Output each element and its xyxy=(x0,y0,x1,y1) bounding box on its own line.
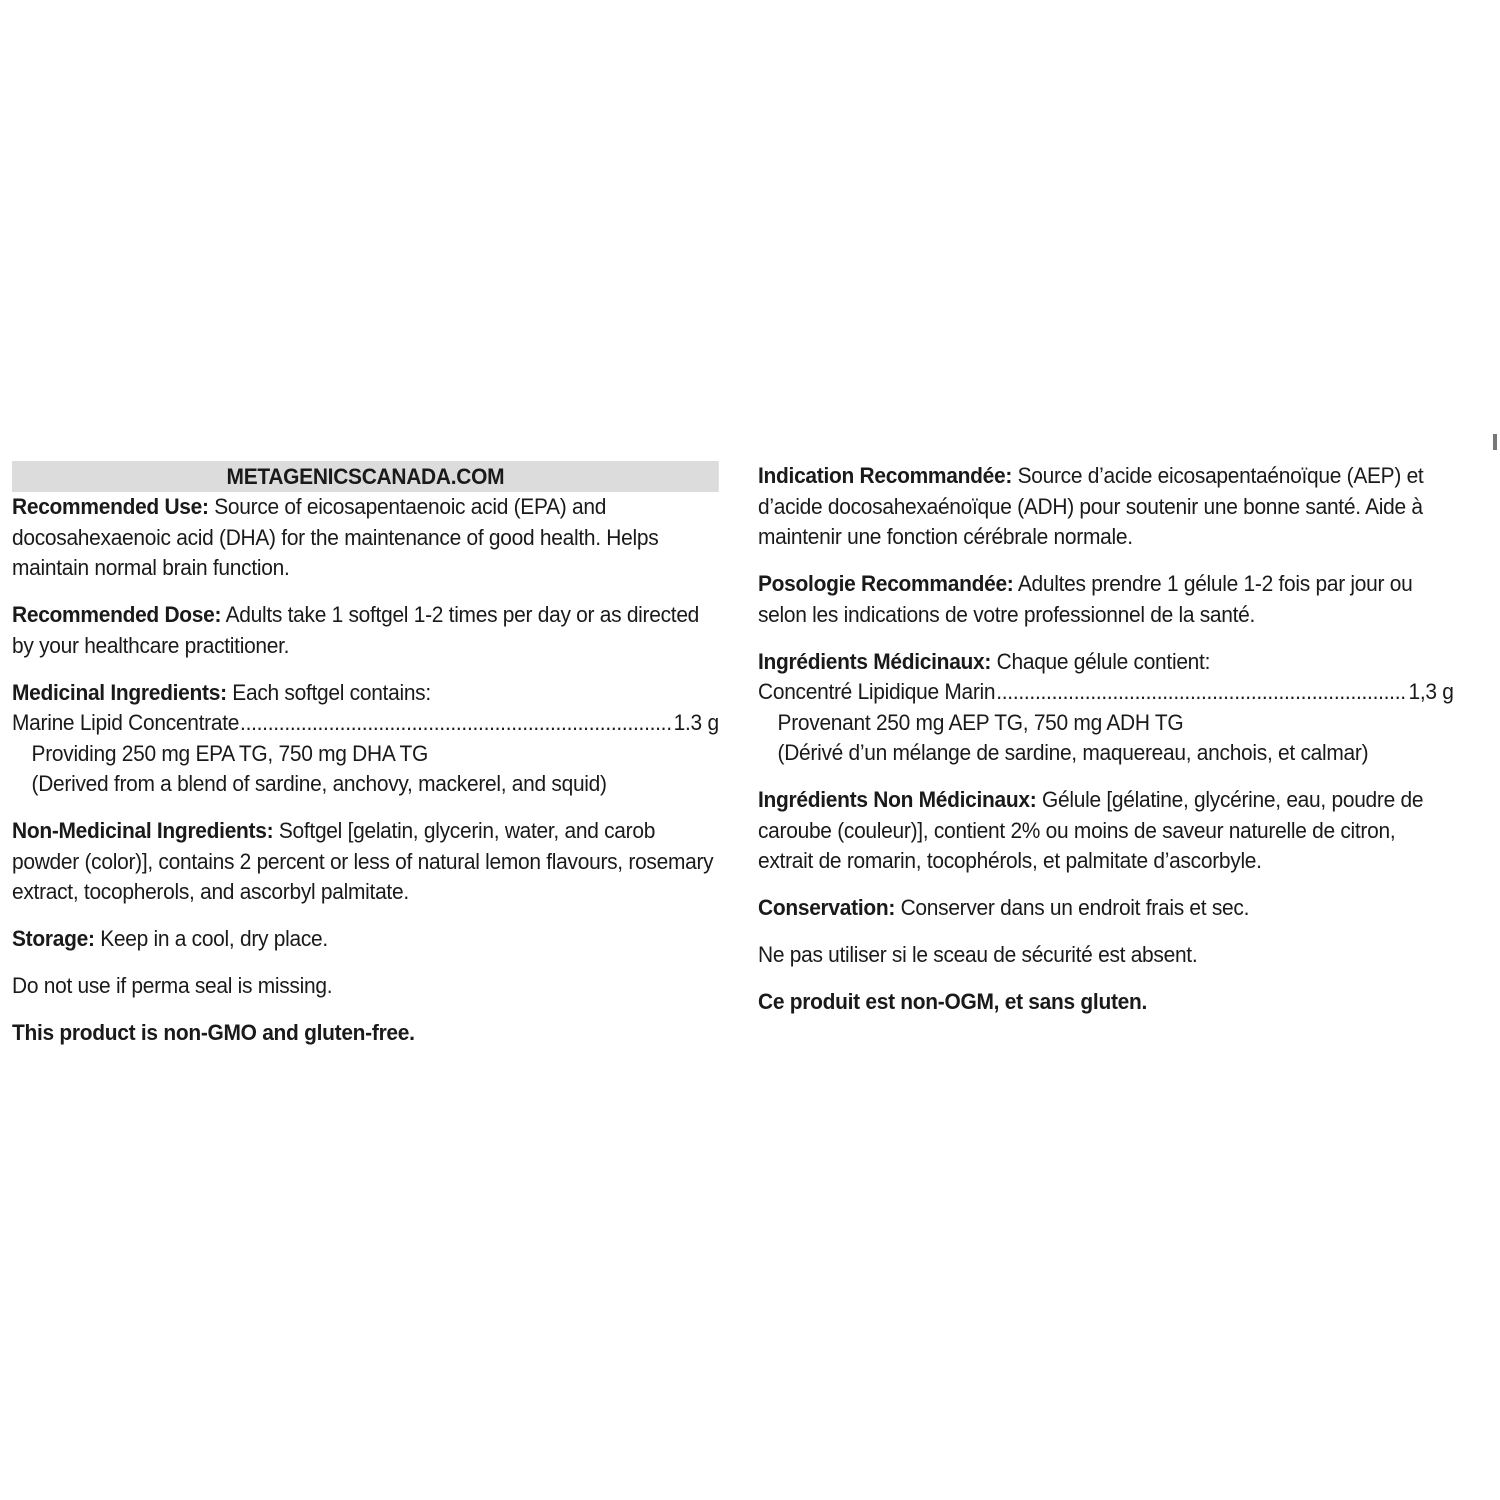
recommended-dose xyxy=(12,600,719,661)
gmo-statement-fr: Ce produit est non-OGM, et sans gluten. xyxy=(758,989,1148,1014)
gmo-statement: This product is non-GMO and gluten-free. xyxy=(12,1020,415,1045)
recommended-use-text: Source of eicosapentaenoic acid (EPA) and docosahexaenoic acid (DHA) for the maintenance of good health. Helps maintain normal brain function. xyxy=(12,494,659,580)
medicinal-ingredients-label: Medicinal Ingredients: xyxy=(12,679,227,705)
conservation-label: Conservation: xyxy=(758,895,896,920)
dot-leader xyxy=(240,708,673,739)
recommended-dose-label: Recommended Dose: xyxy=(12,602,222,627)
ingredient-name-fr: Concentré Lipidique Marin xyxy=(758,679,996,704)
recommended-dose-text: Adults take 1 softgel 1-2 times per day or as directed by your healthcare practitioner. xyxy=(12,602,700,658)
posologie-text: Adultes prendre 1 gélule 1-2 fois par jour ou selon les indications de votre professionnel de la santé. xyxy=(758,571,1413,627)
ingredient-providing-fr: Provenant 250 mg AEP TG, 750 mg ADH TG xyxy=(777,709,1184,735)
storage-label: Storage: xyxy=(12,926,95,951)
recommended-use-label: Recommended Use: xyxy=(12,494,209,519)
ingredients-medicinaux-label: Ingrédients Médicinaux: xyxy=(758,648,992,674)
non-medicinal-label: Non-Medicinal Ingredients: xyxy=(12,818,274,843)
storage xyxy=(12,924,719,955)
ingredients-medicinaux-heading xyxy=(758,647,1454,678)
indication-text: Source d’acide eicosapentaénoïque (AEP) et d’acide docosahexaénoïque (ADH) pour soutenir une bonne santé. Aide à maintenir une fonction cérébrale normale. xyxy=(758,463,1424,549)
conservation-text: Conserver dans un endroit frais et sec. xyxy=(895,895,1250,920)
ingredient-source-fr: (Dérivé d’un mélange de sardine, maquereau, anchois, et calmar) xyxy=(777,740,1369,765)
non-medicinaux-label: Ingrédients Non Médicinaux: xyxy=(758,787,1037,812)
recommended-use xyxy=(12,492,719,584)
posologie-recommandee xyxy=(758,569,1454,630)
ingredient-providing: Providing 250 mg EPA TG, 750 mg DHA TG xyxy=(31,740,429,766)
ingredients-medicinaux-text: Chaque gélule contient: xyxy=(991,648,1211,674)
medicinal-ingredients-text: Each softgel contains: xyxy=(226,679,431,705)
seal-warning-fr: Ne pas utiliser si le sceau de sécurité est absent. xyxy=(758,942,1198,967)
ingredient-row-fr xyxy=(758,677,1454,708)
non-medicinaux-text: Gélule [gélatine, glycérine, eau, poudre de caroube (couleur)], contient 2% ou moins de saveur naturelle de citron, extrait de romarin, tocophérols, et palmitate d’ascorbyle. xyxy=(758,787,1424,873)
ingredient-source: (Derived from a blend of sardine, anchovy, mackerel, and squid) xyxy=(31,771,607,796)
non-medicinal-ingredients xyxy=(12,816,719,908)
edge-mark xyxy=(1493,434,1497,450)
seal-warning: Do not use if perma seal is missing. xyxy=(12,973,333,998)
non-medicinal-text: Softgel [gelatin, glycerin, water, and carob powder (color)], contains 2 percent or less of natural lemon flavours, rosemary extract, tocopherols, and ascorbyl palmitate. xyxy=(12,818,714,904)
website-banner: METAGENICSCANADA.COM xyxy=(12,461,719,492)
ingredients-medicinaux xyxy=(758,647,1454,769)
ingredient-name: Marine Lipid Concentrate xyxy=(12,710,240,735)
conservation xyxy=(758,893,1454,924)
storage-text: Keep in a cool, dry place. xyxy=(94,926,328,951)
french-column xyxy=(758,461,1454,1034)
ingredients-non-medicinaux xyxy=(758,785,1454,877)
indication-label: Indication Recommandée: xyxy=(758,463,1013,488)
medicinal-ingredients-heading xyxy=(12,678,719,709)
indication-recommandee xyxy=(758,461,1454,553)
medicinal-ingredients xyxy=(12,678,719,800)
posologie-label: Posologie Recommandée: xyxy=(758,571,1014,596)
dot-leader-fr xyxy=(996,677,1407,708)
english-column xyxy=(12,461,719,1065)
ingredient-amount: 1.3 g xyxy=(673,710,719,735)
ingredient-amount-fr: 1,3 g xyxy=(1408,679,1454,704)
ingredient-row xyxy=(12,708,719,739)
